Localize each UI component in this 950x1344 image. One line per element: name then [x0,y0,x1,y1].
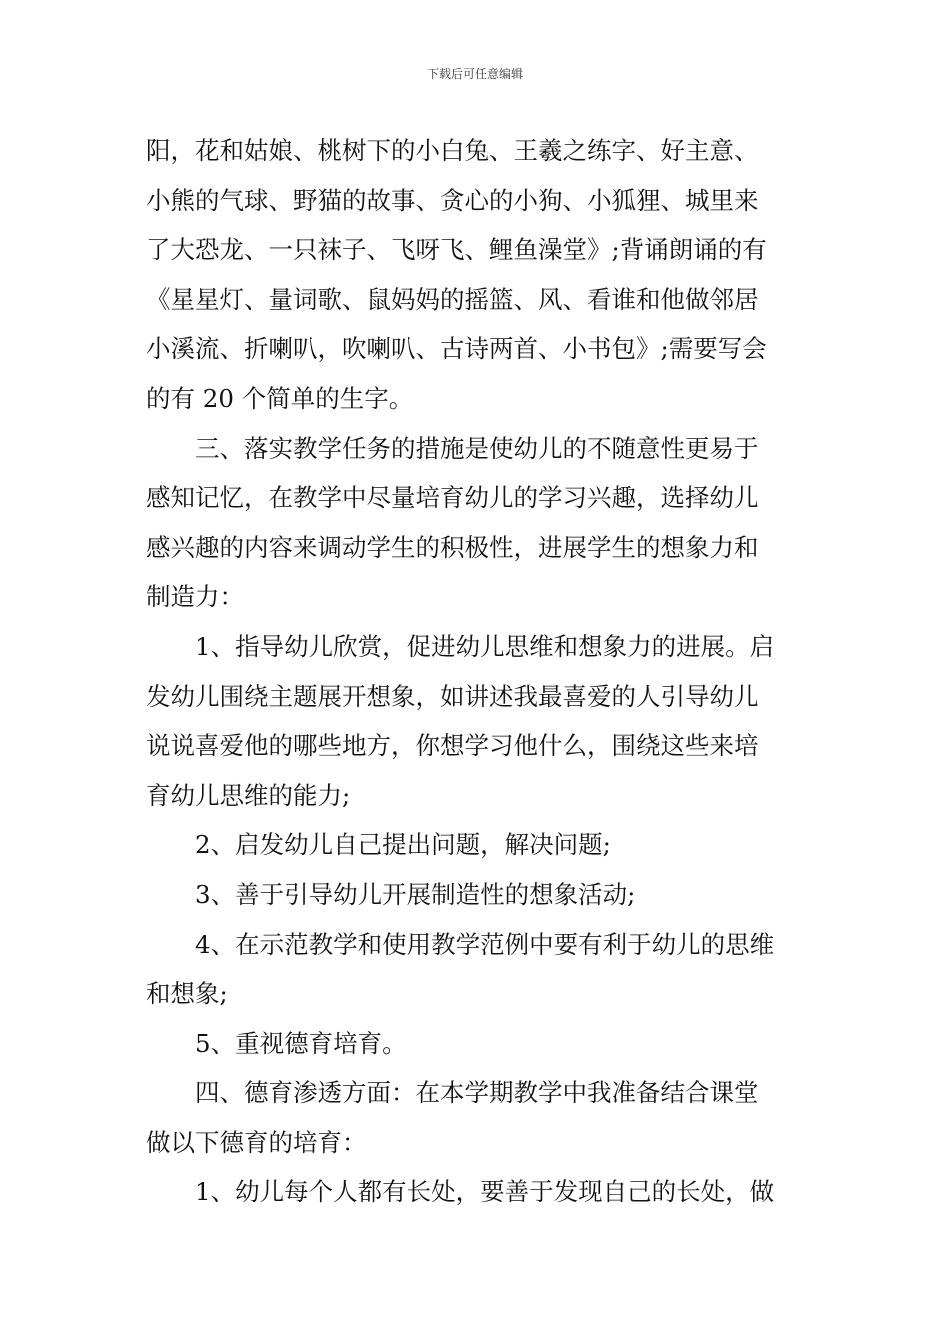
text-line: 《星星灯、量词歌、鼠妈妈的摇篮、风、看谁和他做邻居 [146,284,759,314]
document-body [146,126,812,1217]
text-line: 做以下德育的培育： [146,1127,367,1157]
text-line: 阳，花和姑娘、桃树下的小白兔、王羲之练字、好主意、 [146,136,759,165]
paragraph-first-line: 5、重视德育培育。 [195,1028,407,1058]
text-line: 和想象; [146,979,228,1009]
text-line: 育幼儿思维的能力; [146,780,351,810]
paragraph-first-line: 1、指导幼儿欣赏，促进幼儿思维和想象力的进展。启 [195,631,775,661]
paragraph-first-line: 四、德育渗透方面：在本学期教学中我准备结合课堂 [195,1078,759,1108]
text-line: 小熊的气球、野猫的故事、贪心的小狗、小狐狸、城里来 [146,185,759,215]
text-line: 制造力： [146,582,244,612]
paragraph-first-line: 3、善于引导幼儿开展制造性的想象活动; [195,879,636,909]
text-line: 了大恐龙、一只袜子、飞呀飞、鲤鱼澡堂》;背诵朗诵的有 [146,235,767,265]
text-line: 说说喜爱他的哪些地方，你想学习他什么，围绕这些来培 [146,731,759,761]
paragraph-first-line: 三、落实教学任务的措施是使幼儿的不随意性更易于 [195,433,759,463]
text-line: 感知记忆，在教学中尽量培育幼儿的学习兴趣，选择幼儿 [146,483,759,513]
text-line: 小溪流、折喇叭，吹喇叭、古诗两首、小书包》;需要写会 [146,334,767,364]
text-line: 的有 20 个简单的生字。 [146,383,414,413]
paragraph-first-line: 4、在示范教学和使用教学范例中要有利于幼儿的思维 [195,929,775,959]
text-line: 感兴趣的内容来调动学生的积极性，进展学生的想象力和 [146,532,759,562]
paragraph-first-line: 2、启发幼儿自己提出问题，解决问题; [195,830,611,860]
text-line: 发幼儿围绕主题展开想象，如讲述我最喜爱的人引导幼儿 [146,681,759,711]
paragraph-first-line: 1、幼儿每个人都有长处，要善于发现自己的长处，做 [195,1177,775,1207]
page-header: 下载后可任意编辑 [426,67,523,81]
